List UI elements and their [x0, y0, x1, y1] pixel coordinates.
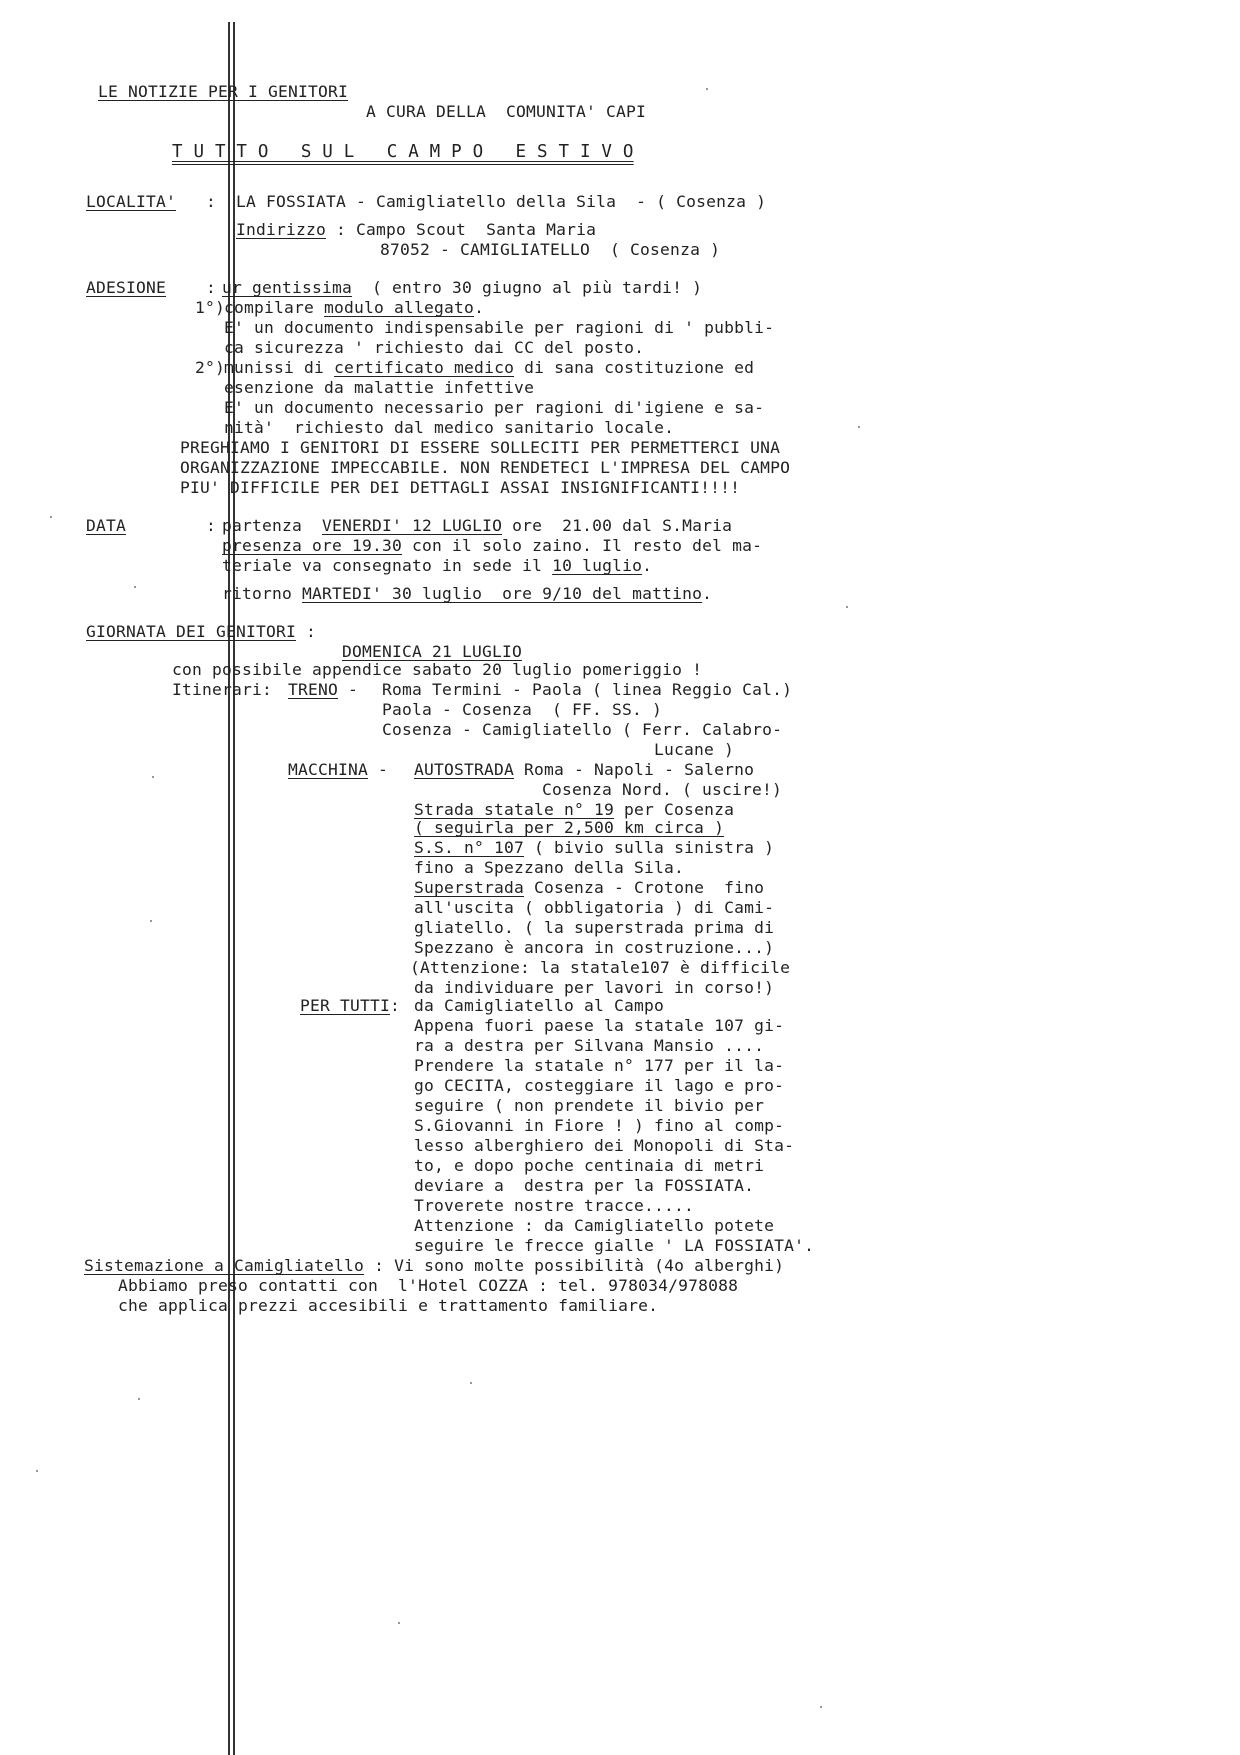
data-line-1 [222, 516, 732, 536]
data-sep: : [206, 516, 217, 535]
treno-line-3: Cosenza - Camigliatello ( Ferr. Calabro- [382, 720, 783, 739]
macchina-line-1-b: Roma - Napoli - Salerno [514, 760, 755, 779]
macchina-line-6: fino a Spezzano della Sila. [414, 858, 685, 877]
macchina-line-3-b: per Cosenza [614, 800, 735, 819]
macchina-line-3 [414, 800, 734, 820]
modulo-allegato: modulo allegato [324, 298, 475, 317]
header-right-title: A CURA DELLA COMUNITA' CAPI [366, 102, 647, 121]
data-line-3 [222, 556, 652, 576]
macchina-line-8: all'uscita ( obbligatoria ) di Cami- [414, 898, 775, 917]
scan-speck [50, 516, 52, 518]
itinerari-label: Itinerari: [172, 680, 273, 699]
sistemazione-line-1-text: Vi sono molte possibilità (4o alberghi) [384, 1256, 785, 1275]
adesione-line-4-c: di sana costituzione ed [514, 358, 755, 377]
adesione-lead [222, 278, 702, 298]
per-tutti-line-7: S.Giovanni in Fiore ! ) fino al comp- [414, 1116, 785, 1135]
localita-value: LA FOSSIATA - Camigliatello della Sila - ( Cosenza ) [236, 192, 767, 211]
return-date: MARTEDI' 30 luglio ore 9/10 del mattino [302, 584, 703, 603]
treno-label-group [288, 680, 358, 700]
sistemazione-line-2: Abbiamo preso contatti con l'Hotel COZZA : tel. 978034/978088 [118, 1276, 739, 1295]
per-tutti-line-8: lesso alberghiero dei Monopoli di Sta- [414, 1136, 795, 1155]
macchina-line-2: Cosenza Nord. ( uscire!) [542, 780, 783, 799]
appeal-line-3: PIU' DIFFICILE PER DEI DETTAGLI ASSAI INSIGNIFICANTI!!!! [180, 478, 741, 497]
strada-statale-19: Strada statale n° 19 [414, 800, 615, 819]
treno-line-1: Roma Termini - Paola ( linea Reggio Cal.) [382, 680, 793, 699]
scan-speck [138, 1398, 140, 1400]
per-tutti-line-13: seguire le frecce gialle ' LA FOSSIATA'. [414, 1236, 815, 1255]
treno-line-2: Paola - Cosenza ( FF. SS. ) [382, 700, 663, 719]
scan-speck [36, 1470, 38, 1472]
giornata-sep: : [296, 622, 317, 641]
presence-time: presenza ore 19.30 [222, 536, 403, 555]
scan-speck [152, 776, 154, 778]
scan-speck [398, 1622, 400, 1624]
per-tutti-line-5: go CECITA, costeggiare il lago e pro- [414, 1076, 785, 1095]
macchina-label: MACCHINA [288, 760, 369, 779]
appeal-line-2: ORGANIZZAZIONE IMPECCABILE. NON RENDETECI L'IMPRESA DEL CAMPO [180, 458, 791, 477]
indirizzo-value: : Campo Scout Santa Maria [326, 220, 597, 239]
macchina-line-4: ( seguirla per 2,500 km circa ) [414, 818, 725, 837]
sistemazione-label: Sistemazione a Camigliatello [84, 1256, 365, 1275]
material-date: 10 luglio [552, 556, 643, 575]
localita-sep: : [206, 192, 217, 211]
adesione-line-5: esenzione da malattie infettive [224, 378, 535, 397]
adesione-num-1: 1°) [195, 298, 226, 317]
per-tutti-label-group [300, 996, 400, 1016]
data-line-1-c: ore 21.00 dal S.Maria [502, 516, 733, 535]
macchina-line-7-b: Cosenza - Crotone fino [524, 878, 765, 897]
localita-label: LOCALITA' [86, 192, 177, 211]
treno-label: TRENO [288, 680, 339, 699]
data-line-4-c: . [702, 584, 713, 603]
per-tutti-label: PER TUTTI [300, 996, 391, 1015]
adesione-line-7: nità' richiesto dal medico sanitario locale. [224, 418, 675, 437]
scan-speck [846, 606, 848, 608]
scan-speck [820, 1706, 822, 1708]
adesione-lead-underlined: ur gentissima [222, 278, 353, 297]
data-line-3-a: teriale va consegnato in sede il [222, 556, 553, 575]
sistemazione-line-1 [84, 1256, 784, 1276]
giornata-appendix: con possibile appendice sabato 20 luglio pomeriggio ! [172, 660, 703, 679]
adesione-line-3: ca sicurezza ' richiesto dai CC del posto. [224, 338, 645, 357]
per-tutti-line-6: seguire ( non prendete il bivio per [414, 1096, 765, 1115]
macchina-line-11: (Attenzione: la statale107 è difficile [410, 958, 791, 977]
sistemazione-sep: : [364, 1256, 385, 1275]
macchina-line-5 [414, 838, 774, 858]
adesione-lead-rest: ( entro 30 giugno al più tardi! ) [352, 278, 703, 297]
per-tutti-line-4: Prendere la statale n° 177 per il la- [414, 1056, 785, 1075]
giornata-label: GIORNATA DEI GENITORI [86, 622, 297, 641]
appeal-line-1: PREGHIAMO I GENITORI DI ESSERE SOLLECITI PER PERMETTERCI UNA [180, 438, 781, 457]
adesione-line-6: E' un documento necessario per ragioni di'igiene e sa- [224, 398, 765, 417]
adesione-line-4 [224, 358, 754, 378]
data-line-4-a: ritorno [222, 584, 303, 603]
data-label: DATA [86, 516, 127, 535]
macchina-line-7 [414, 878, 764, 898]
per-tutti-line-2: Appena fuori paese la statale 107 gi- [414, 1016, 785, 1035]
indirizzo-label: Indirizzo [236, 220, 327, 239]
data-line-1-a: partenza [222, 516, 323, 535]
adesione-line-4-a: munissi di [224, 358, 335, 377]
macchina-line-9: gliatello. ( la superstrada prima di [414, 918, 775, 937]
ss-107: S.S. n° 107 [414, 838, 525, 857]
macchina-sep: - [368, 760, 389, 779]
giornata-heading [86, 622, 316, 642]
macchina-label-group [288, 760, 388, 780]
per-tutti-line-3: ra a destra per Silvana Mansio .... [414, 1036, 765, 1055]
per-tutti-line-11: Troverete nostre tracce..... [414, 1196, 695, 1215]
adesione-line-1-a: compilare [224, 298, 325, 317]
superstrada: Superstrada [414, 878, 525, 897]
macchina-line-12: da individuare per lavori in corso!) [414, 978, 775, 997]
adesione-num-2: 2°) [195, 358, 226, 377]
treno-sep: - [338, 680, 359, 699]
data-line-2 [222, 536, 762, 556]
data-line-2-b: con il solo zaino. Il resto del ma- [402, 536, 763, 555]
per-tutti-line-10: deviare a destra per la FOSSIATA. [414, 1176, 755, 1195]
data-line-3-c: . [642, 556, 653, 575]
macchina-line-10: Spezzano è ancora in costruzione...) [414, 938, 775, 957]
departure-date: VENERDI' 12 LUGLIO [322, 516, 503, 535]
scan-speck [134, 586, 136, 588]
scan-speck [150, 920, 152, 922]
adesione-line-1-c: . [474, 298, 485, 317]
adesione-line-2: E' un documento indispensabile per ragioni di ' pubbli- [224, 318, 775, 337]
certificato-medico: certificato medico [334, 358, 515, 377]
treno-line-4: Lucane ) [654, 740, 735, 759]
adesione-sep: : [206, 278, 217, 297]
scan-speck [470, 1382, 472, 1384]
indirizzo-line-2: 87052 - CAMIGLIATELLO ( Cosenza ) [380, 240, 721, 259]
indirizzo-line-1 [236, 220, 596, 240]
main-title: T U T T O S U L C A M P O E S T I V O [172, 142, 634, 162]
per-tutti-line-12: Attenzione : da Camigliatello potete [414, 1216, 775, 1235]
scan-speck [706, 88, 708, 90]
adesione-line-1 [224, 298, 484, 318]
sistemazione-line-3: che applica prezzi accesibili e trattamento familiare. [118, 1296, 659, 1315]
per-tutti-sep: : [390, 996, 401, 1015]
autostrada: AUTOSTRADA [414, 760, 515, 779]
data-line-4 [222, 584, 712, 604]
per-tutti-line-1: da Camigliatello al Campo [414, 996, 665, 1015]
adesione-label: ADESIONE [86, 278, 167, 297]
header-left-title: LE NOTIZIE PER I GENITORI [98, 82, 349, 101]
macchina-line-5-b: ( bivio sulla sinistra ) [524, 838, 775, 857]
macchina-line-1 [414, 760, 754, 780]
giornata-date: DOMENICA 21 LUGLIO [342, 642, 523, 661]
scan-speck [858, 426, 860, 428]
per-tutti-line-9: to, e dopo poche centinaia di metri [414, 1156, 765, 1175]
